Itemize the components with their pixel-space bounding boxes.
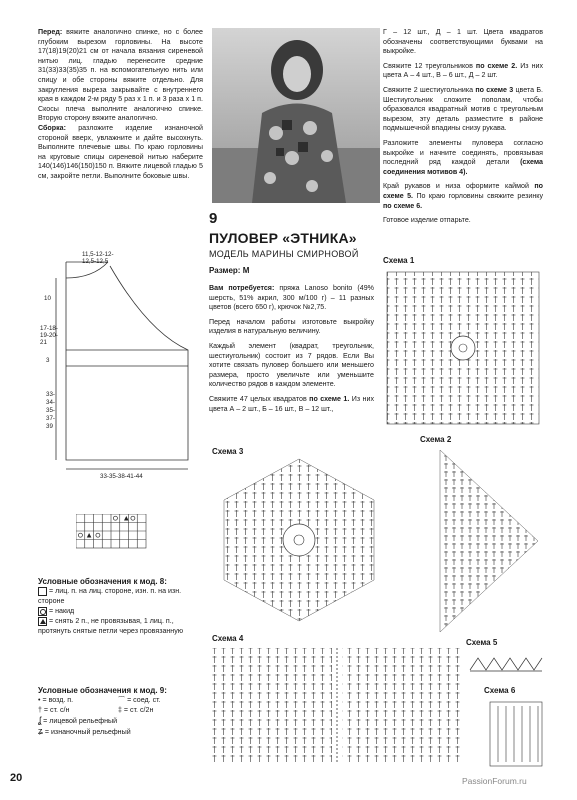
legend-mod8-heading: Условные обозначения к мод. 8:: [38, 577, 167, 586]
scheme-4-label: Схема 4: [212, 634, 244, 643]
dim-armhole: 17-18-19-20-21: [40, 325, 58, 346]
scheme-3-label: Схема 3: [212, 447, 244, 456]
dim-neck: 10: [44, 295, 51, 302]
colors-paragraph: Г – 12 шт., Д – 1 шт. Цвета квадратов обозначены соответствующими буквами на выкройке.: [383, 28, 543, 56]
middle-column-text: [209, 284, 374, 414]
edging-paragraph: Край рукавов и низа оформите каймой по схеме 5. По краю горловины свяжите резинку по схеме 6.: [383, 182, 543, 210]
model-photo: [212, 28, 380, 203]
garment-pattern-diagram: [38, 248, 208, 488]
legend-back-post: = изнаночный рельефный: [44, 728, 131, 736]
hexagons-paragraph: Свяжите 2 шестиугольника по схеме 3 цвета Б. Шестиугольник сложите пополам, чтобы образовался квадратный мотив с треугольным вырезом, эту деталь разместите в районе подмышечной впадины снизу рукава.: [383, 85, 543, 133]
joining-paragraph: Разложите элементы пуловера согласно выкройке и начните соединять, провязывая последний ряд каждой детали (схема соединения мотивов 4).: [383, 138, 543, 176]
dim-bottom: 33-35-38-41-44: [100, 473, 143, 480]
empty-square-icon: [38, 587, 47, 596]
triangles-paragraph: Свяжите 12 треугольников по схеме 2. Из них цвета А – 4 шт., В – 6 шт., Д – 2 шт.: [383, 61, 544, 80]
article-title: ПУЛОВЕР «ЭТНИКА»: [209, 230, 357, 246]
assembly-text: разложите изделие изнаночной стороной вверх, увлажните и дайте высохнуть. Выполните плечевые швы. По краю горловины на круговые спицы сиреневой нитью наберите 140(146)146(150)150 п. Вяжите лицевой гладью 5 см, закройте петли. Выполните боковые швы.: [38, 123, 203, 180]
left-column-text: [38, 28, 203, 182]
legend-mod9-heading: Условные обозначения к мод. 9:: [38, 686, 167, 695]
scheme-1-label: Схема 1: [383, 256, 415, 265]
legend-dc: † = ст. с/н: [38, 706, 70, 714]
page-number: 20: [10, 772, 23, 784]
legend-front-post: = лицевой рельефный: [43, 717, 118, 725]
legend-slip-stitch: ⌒ = соед. ст.: [118, 696, 161, 704]
site-watermark: PassionForum.ru: [462, 776, 527, 786]
finish-paragraph: Готовое изделие отпарьте.: [383, 216, 471, 225]
scheme-3-diagram: [214, 455, 384, 625]
legend-mod9: [38, 686, 208, 737]
legend-tr: ‡ = ст. с/2н: [118, 706, 154, 714]
legend-mod8-item-yo: = накид: [38, 606, 208, 616]
legend-chain: • = возд. п.: [38, 696, 74, 704]
materials-label: Вам потребуется:: [209, 284, 275, 292]
front-label: Перед:: [38, 28, 63, 36]
assembly-paragraph: [38, 124, 203, 182]
circle-square-icon: [38, 607, 47, 616]
back-post-icon: ʑ: [38, 726, 43, 736]
elements-paragraph: Каждый элемент (квадрат, треугольник, шестиугольник) состоит из 7 рядов. Если Вы хотите связать пуловер большего или меньшего размера, просто увеличьте или уменьшите количество рядов в каждом элементе.: [209, 341, 374, 389]
right-column-text: [383, 28, 543, 226]
scheme-5-diagram: [468, 652, 544, 674]
legend-mod8-item-knit: = лиц. п. на лиц. стороне, изн. п. на изн. стороне: [38, 587, 182, 605]
scheme-2-label: Схема 2: [420, 435, 452, 444]
squares-paragraph: Свяжите 47 целых квадратов по схеме 1. Из них цвета А – 2 шт., Б – 16 шт., В – 12 шт.,: [209, 394, 374, 413]
scheme-5-label: Схема 5: [466, 638, 498, 647]
legend-mod8: [38, 577, 208, 636]
materials-text: пряжа Lanoso bonito (49% шерсть, 51% акрил, 300 м/100 г) – 11 разных цветов (всего 650 г), крючок №2,75.: [209, 284, 374, 312]
dim-body: 33-34-35-37-39: [46, 391, 55, 430]
scheme-6-label: Схема 6: [484, 686, 516, 695]
front-paragraph: [38, 28, 203, 124]
scheme-1-diagram: [383, 268, 543, 430]
article-subtitle: МОДЕЛЬ МАРИНЫ СМИРНОВОЙ: [209, 249, 359, 259]
front-text: вяжите аналогично спинке, но с более глубоким вырезом горловины. На высоте 17(18)19(20)21 см от начала вязания сиреневой нитью лиц. гладью перенесите средние 31(33)33(35)35 п. на вспомогательную нить или спицу и обе стороны вяжите отдельно. Для закругления выреза закрывайте с внутреннего края в каждом 2-м ряду 5 раз х 1 п. и 3 раза х 1 п. Скосы плеча выполните аналогично спинке. Вторую сторону вяжите аналогично.: [38, 28, 203, 123]
scheme-2-diagram: [434, 446, 544, 636]
scheme-4-diagram: [210, 646, 465, 766]
dim-top: 11,5-12-12-12,5-12,5: [82, 251, 114, 265]
triangle-square-icon: [38, 617, 47, 626]
dim-rib: 3: [46, 357, 50, 364]
materials-paragraph: [209, 284, 374, 313]
assembly-label: Сборка:: [38, 123, 66, 132]
pattern-paragraph: Перед началом работы изготовьте выкройку изделия в натуральную величину.: [209, 317, 374, 336]
front-post-icon: ʆ: [38, 715, 42, 725]
article-size: Размер: М: [209, 266, 250, 275]
legend-mod8-item-slip: = снять 2 п., не провязывая, 1 лиц. п., протянуть снятые петли через провязанную: [38, 617, 184, 635]
knit-chart-mod8: [76, 514, 148, 550]
article-number: 9: [209, 210, 218, 227]
scheme-6-diagram: [488, 700, 544, 768]
